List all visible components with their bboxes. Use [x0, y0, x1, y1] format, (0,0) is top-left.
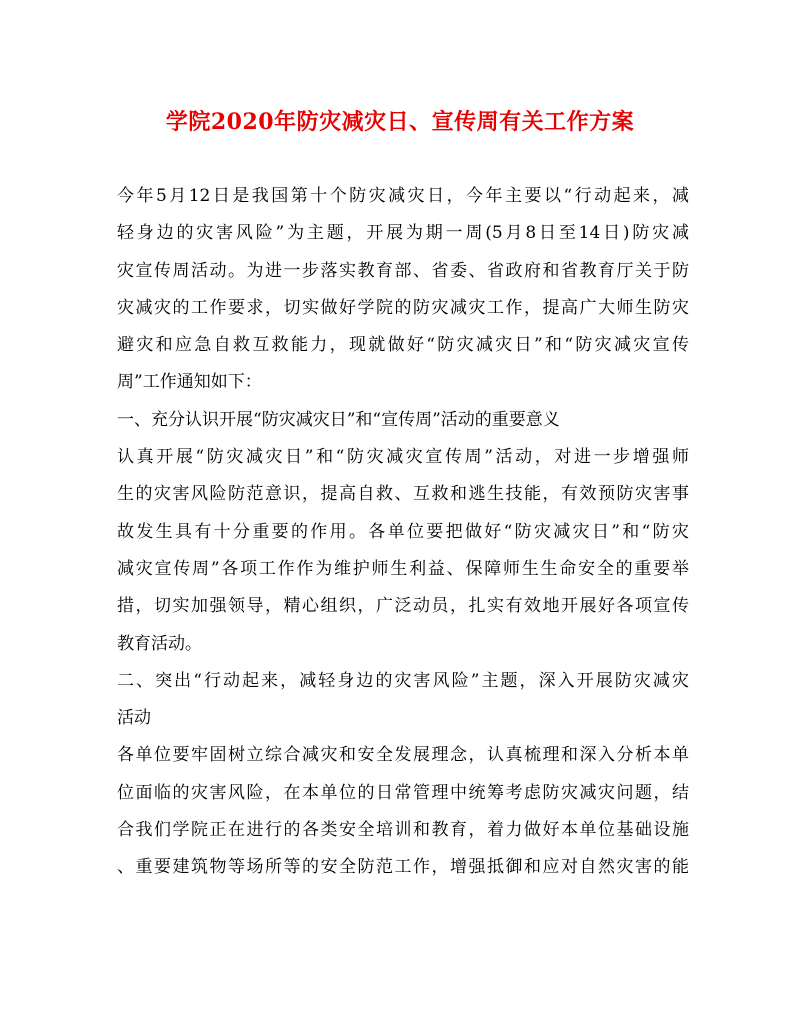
body-line: 周”工作通知如下：	[117, 372, 262, 393]
body-line: 一、充分认识开展“防灾减灾日”和“宣传周”活动的重要意义	[117, 409, 560, 430]
body-line: 灾宣传周活动。为进一步落实教育部、省委、省政府和省教育厅关于防	[117, 260, 689, 281]
body-line: 措，切实加强领导，精心组织，广泛动员，扎实有效地开展好各项宣传	[117, 596, 689, 617]
body-line: 今年5月12日是我国第十个防灾减灾日，今年主要以“行动起来，减	[117, 186, 689, 206]
body-line: 故发生具有十分重要的作用。各单位要把做好“防灾减灾日”和“防灾	[117, 521, 689, 542]
body-line: 合我们学院正在进行的各类安全培训和教育，着力做好本单位基础设施	[117, 820, 689, 841]
body-line: 位面临的灾害风险，在本单位的日常管理中统筹考虑防灾减灾问题，结	[117, 782, 689, 803]
body-line: 二、突出“行动起来，减轻身边的灾害风险”主题，深入开展防灾减灾	[117, 670, 689, 691]
body-line: 教育活动。	[117, 633, 202, 654]
body-line: 各单位要牢固树立综合减灾和安全发展理念，认真梳理和深入分析本单	[117, 745, 689, 766]
body-line: 减灾宣传周”各项工作作为维护师生利益、保障师生生命安全的重要举	[117, 558, 689, 579]
body-line: 活动	[117, 708, 151, 729]
body-line: 认真开展“防灾减灾日”和“防灾减灾宣传周”活动，对进一步增强师	[117, 447, 689, 468]
body-line: 生的灾害风险防范意识，提高自救、互救和逃生技能，有效预防灾害事	[117, 484, 689, 505]
body-line: 轻身边的灾害风险”为主题，开展为期一周(5月8日至14日)防灾减	[117, 223, 689, 244]
body-line: 避灾和应急自救互救能力，现就做好“防灾减灾日”和“防灾减灾宣传	[117, 335, 689, 356]
document-title: 学院2020年防灾减灾日、宣传周有关工作方案	[165, 109, 635, 135]
body-line: 、重要建筑物等场所等的安全防范工作，增强抵御和应对自然灾害的能	[117, 857, 689, 878]
body-line: 灾减灾的工作要求，切实做好学院的防灾减灾工作，提高广大师生防灾	[117, 297, 689, 318]
document-body	[117, 178, 689, 887]
